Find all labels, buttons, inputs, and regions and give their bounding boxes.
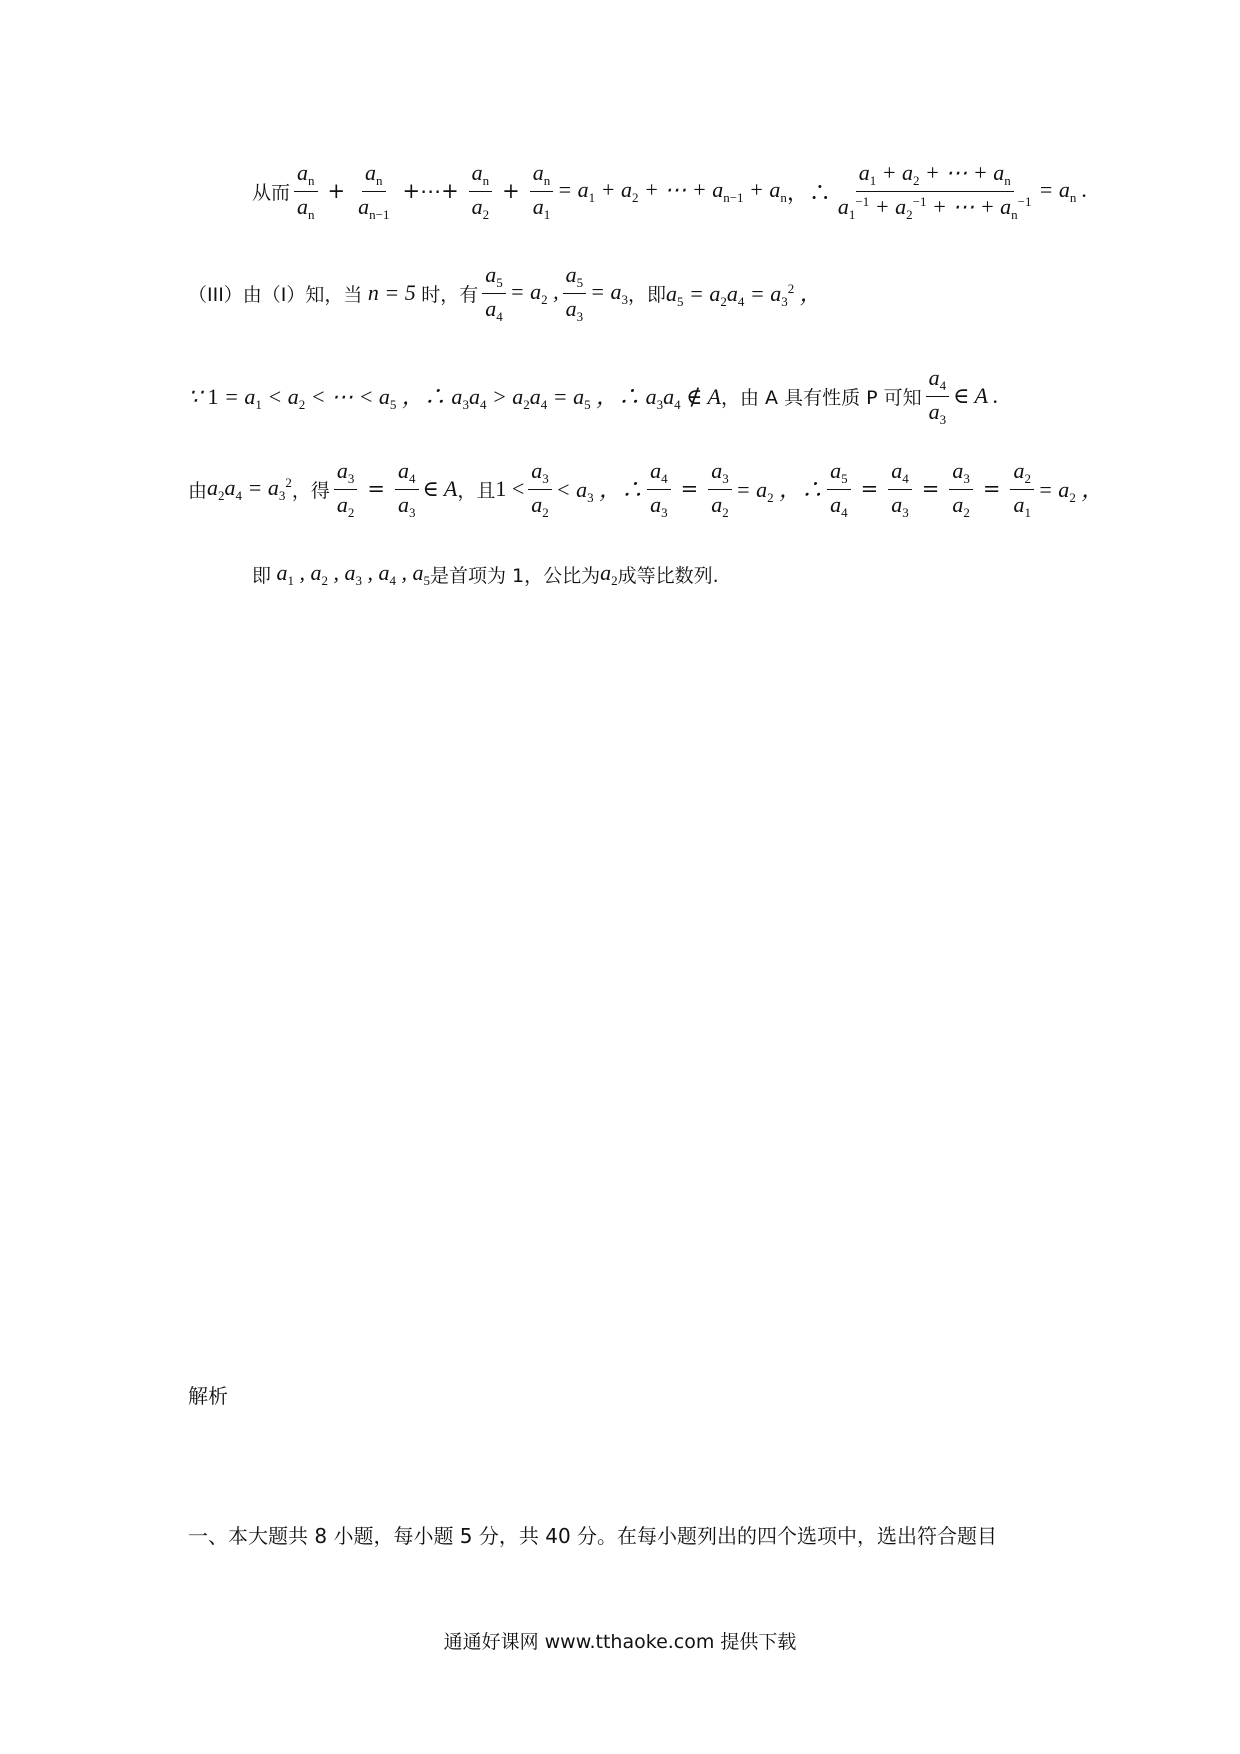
equation-line-4: 由 $a_2a_4 = a_3^2$ ，得 $\frac{a_3}{a_2}$ = $\frac{a_4}{a_3}$ ∈ A ，且 1 < $\frac{a_3}{a_2}$ < $a_3$ ，∴ $\frac{a_4}{a_3}$ = $\frac{a_3}{a_2}$ = $a_2$ ，∴ $\frac{a_5}{a_4}$ = $\frac{a_4}{a_3}$ = $\frac{a_3}{a_2}$ = $\frac{a_2}{a_1}$ = $a_2$ ， <box>188 458 1104 520</box>
fraction: $\frac{a_3}{a_2}$ <box>334 458 358 520</box>
math-expression: = $a_2$ , <box>509 278 559 307</box>
line3-prefix: （III）由（Ⅰ）知，当 <box>188 283 363 306</box>
line3-mid: 时，有 <box>421 283 479 306</box>
fraction: $\frac{a_3}{a_2}$ <box>949 458 973 520</box>
math-expression: $a_2a_4 = a_3^2$ <box>207 474 292 503</box>
fraction: $\frac{a_n}{a_2}$ <box>469 160 493 222</box>
fraction: $\frac{a_2}{a_1}$ <box>1010 458 1034 520</box>
line5-get: ，得 <box>291 479 330 502</box>
math-expression: $a_1$ , $a_2$ , $a_3$ , $a_4$ , $a_5$ <box>271 560 431 588</box>
fraction: $\frac{a_3}{a_2}$ <box>528 458 552 520</box>
math-expression: = $a_1 + a_2$ + ⋯ + $a_{n-1} + a_n$ <box>557 176 787 205</box>
math-expression: = $a_2$ ， <box>1037 476 1104 505</box>
line6-tail: 成等比数列. <box>617 565 719 587</box>
line5-prefix: 由 <box>188 479 208 502</box>
line3-tail: ，即 <box>628 283 667 306</box>
math-expression: n = 5 <box>362 280 422 306</box>
math-expression: ∵ $1 = a_1 < a_2$ < ⋯ < $a_5$ ，∴ $a_3a_4 > a_2a_4 = a_5$ ，∴ $a_3a_4$ ∉ A <box>188 383 721 412</box>
line1-prefix: 从而 <box>252 181 291 204</box>
math-expression: ∈ A . <box>953 383 999 409</box>
fraction: $\frac{a_n}{a_n}$ <box>294 160 318 222</box>
equation-line-5 <box>252 560 719 589</box>
fraction: $\frac{a_n}{a_1}$ <box>530 160 554 222</box>
math-expression: < $a_3$ ，∴ <box>555 476 644 505</box>
fraction: $\frac{a_4}{a_3}$ <box>395 458 419 520</box>
line5-and: ，且 <box>457 479 496 502</box>
fraction: $\frac{a_4}{a_3}$ <box>926 365 950 427</box>
equation-line-3 <box>188 365 999 427</box>
math-expression: 1 < <box>495 476 525 502</box>
math-expression: = $a_n$ . <box>1038 176 1088 205</box>
fraction: $\frac{a_1 + a_2 + \cdots + a_n}{a_1^{-1} + a_2^{-1} + \cdots + a_n^{-1}}$ <box>837 160 1032 222</box>
line6-mid: 是首项为 1，公比为 <box>430 565 601 587</box>
math-expression: ∈ A <box>422 476 458 502</box>
section-heading: 一、本大题共 8 小题，每小题 5 分，共 40 分。在每小题列出的四个选项中，选出符合题目 <box>188 1524 998 1548</box>
fraction: $\frac{a_4}{a_3}$ <box>888 458 912 520</box>
analysis-label: 解析 <box>188 1384 228 1408</box>
equation-line-2 <box>188 262 822 324</box>
fraction: $\frac{a_n}{a_{n-1}}$ <box>358 160 390 222</box>
math-expression: $a_5 = a_2a_4 = a_3^2$ ， <box>666 280 822 309</box>
fraction: $\frac{a_5}{a_4}$ <box>827 458 851 520</box>
fraction: $\frac{a_3}{a_2}$ <box>708 458 732 520</box>
equation-line-1: 从而 $\frac{a_n}{a_n}$ + $\frac{a_n}{a_{n-1}}$ +⋯+ $\frac{a_n}{a_2}$ + $\frac{a_n}{a_1}$ = $a_1 + a_2$ + ⋯ + $a_{n-1} + a_n$ ，∴ $\frac{a_1 + a_2 + \cdots + a_n}{a_1^{-1} + a_2^{-1} + \cdots + a_n^{-1}}$ = $a_n$ . <box>252 160 1088 222</box>
page-footer: 通通好课网 www.tthaoke.com 提供下载 <box>443 1631 797 1653</box>
math-expression: = $a_3$ <box>590 278 629 307</box>
math-expression: $a_2$ <box>600 560 618 588</box>
line6-prefix: 即 <box>252 565 272 587</box>
fraction: $\frac{a_5}{a_3}$ <box>563 262 587 324</box>
fraction: $\frac{a_5}{a_4}$ <box>482 262 506 324</box>
line4-text1: ，由 A 具有性质 P 可知 <box>721 386 922 409</box>
math-expression: = $a_2$ ，∴ <box>735 476 824 505</box>
fraction: $\frac{a_4}{a_3}$ <box>647 458 671 520</box>
